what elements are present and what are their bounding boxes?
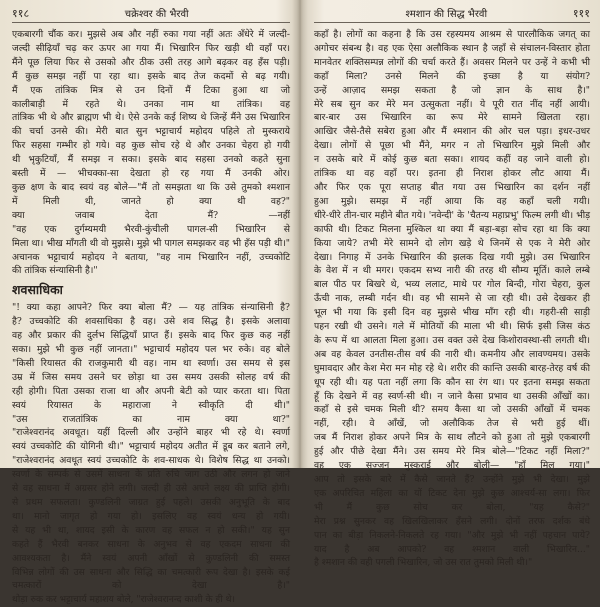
text-line: "राजेश्वरानंद अवधूत स्वयं उच्चकोटि के शव-साधक थे। विशेष सिद्ध था उनको। bbox=[12, 455, 290, 467]
text-line: धूप रही थी। यह पता नहीं लगा कि कौन सा रंग था। पर इतना समझ सकता bbox=[314, 376, 590, 388]
text-line: कहाँ है। लोगों का कहना है कि उस रहस्यमय आश्रम से पारलौकिक जगत् का bbox=[314, 29, 590, 40]
text-line: स्वर्णा के सम्पर्क से उसमें साधना के प्रति रुचि जाग उठी और लगन हो जाने bbox=[12, 469, 290, 481]
left-body-text-top bbox=[12, 28, 290, 278]
text-line: चमत्कारों को देखा है।" bbox=[12, 580, 290, 592]
text-line: है श्मशान की वही पगली भिखारिन, जो उस रात तुमको मिली थी।" bbox=[314, 557, 533, 569]
right-page-header bbox=[314, 6, 590, 23]
text-line: धीरे-धीरे तीन-चार महीने बीत गये। 'नवेन्दी' के 'चैतन्य महाप्रभु' फिल्म लगी थी। भीड़ bbox=[314, 209, 590, 221]
left-running-title: चक्रेश्वर की भैरवी bbox=[124, 9, 189, 20]
text-line: देखा। लोगों से पूछा भी मैंने, मगर न तो भिखारिन मुझे मिली और bbox=[314, 140, 590, 152]
text-line: "राजेश्वरानंद अवधूत। यहीं दिल्ली और उन्होंने बाहर भी रहे थे। स्वर्णा bbox=[12, 427, 290, 439]
right-running-title: श्मशान की सिद्ध भैरवी bbox=[405, 9, 488, 20]
text-line: न उसके बारे में कोई कुछ बता सका। शायद कहीं वह जाने वाली हो। bbox=[314, 154, 590, 166]
text-line: सका। मुझे भी कुछ नहीं जानता।" भट्टाचार्य महोदय पल भर रुके। वह बोले bbox=[12, 344, 290, 356]
text-line: के वेश में न थी मगर। एकदम सभ्य नारी की तरह थी सौम्य मूर्ति। काले लम्बे bbox=[314, 265, 590, 277]
right-page-number: १११ bbox=[572, 7, 590, 20]
right-body-text bbox=[314, 28, 590, 570]
text-line: थी भृकुटियाँ, मैं समझ न सका। इसके बाद सहसा उनको कहते सुना bbox=[12, 154, 290, 166]
text-line: विभिन्न लोगों की उस साधना और सिद्धि का चमत्कारी रूप देखा है। इसके कई bbox=[12, 566, 290, 578]
left-page-number: ११८ bbox=[12, 7, 30, 20]
text-line: स्वयं उच्चकोटि की योगिनी थी।" भट्टाचार्य महोदय अतीत में डूब कर बताने लगे, bbox=[12, 441, 290, 453]
text-line: मेरा प्रश्न सुनकर वह खिलखिलाकर हँसने लगी। दोनों तरफ दर्शक बंधे bbox=[314, 515, 590, 527]
text-line: कहाँ से इसे चमक मिली थी? समय कैसा था जो उसकी आँखों में चमक bbox=[314, 404, 590, 416]
left-page-header bbox=[12, 6, 290, 23]
text-line: आखिर जैसे-तैसे सबेरा हुआ और मैं श्मशान की ओर चल पड़ा। इधर-उधर bbox=[314, 126, 590, 138]
text-line: जल्दी सीढ़ियाँ चढ़ कर ऊपर आ गया मैं। भिखारिन फिर खड़ी थी वहाँ पर। bbox=[12, 42, 290, 54]
text-line: उम्र में जिस समय उसने घर छोड़ा था उस समय उसकी सोलह वर्ष की bbox=[12, 371, 290, 383]
text-line: स्वयं रियासत के महाराजा ने स्वीकृति दी थी।" bbox=[12, 399, 290, 411]
text-line: "किसी रियासत की राजकुमारी थी वह। नाम था स्वर्णा। उस समय से इस bbox=[12, 357, 290, 369]
right-page bbox=[302, 0, 600, 569]
text-line: कहते हैं भैरवी बनकर साधना के अनुभव से वह एकदम साधना की bbox=[12, 538, 290, 550]
text-line: उन्हें आज़ाद समझ सकता है जो ज्ञान के साथ है।" bbox=[314, 84, 590, 96]
text-line: "! क्या कहा आपने? फिर क्या बोला मैं? — यह तांत्रिक संन्यासिनी है? bbox=[12, 302, 290, 314]
text-line: फिर सहसा गम्भीर हो गये। वह कुछ सोच रहे थे और उनका चेहरा हो गयी bbox=[12, 140, 290, 152]
text-line: घुमावदार और केश मेरा मन मोह रहे थे। शरीर की कान्ति उसकी बारह-तेरह वर्ष की bbox=[314, 362, 590, 374]
text-line: है? उच्चकोटि की शवसाधिका है वह। उसे शव सिद्ध है। इसके अलावा bbox=[12, 316, 290, 328]
text-line: की तांत्रिक संन्यासिनी है।" bbox=[12, 265, 98, 277]
text-line: से वह साधना में अग्रसर होने लगी। जल्दी ही उसे अपने लक्ष्य की प्राप्ति होगी। bbox=[12, 483, 290, 495]
text-line: अब वह केवल उनतीस-तीस वर्ष की नारी थी। कमनीय और लावण्यमय। उसके bbox=[314, 348, 590, 360]
text-line: हुई और पीछे देखा मैंने। उस समय मेरे मित्र बोले—"टिकट नहीं मिला?" bbox=[314, 446, 590, 458]
text-line: मैं एक तांत्रिक मित्र से उन दिनों मैं टिका हुआ था जो bbox=[12, 84, 290, 96]
text-line: मेरे सब सुन कर मेरे मन उत्सुकता नहीं। ये पूरी रात नींद नहीं आयी। bbox=[314, 98, 590, 110]
text-line: कालीबाड़ी में रहते थे। उनका नाम था तांत्रिक। वह bbox=[12, 98, 290, 110]
text-line: मैं कुछ समझ नहीं पा रहा था। इसके बाद तेज कदमों से बढ़ गयी। bbox=[12, 70, 290, 82]
text-line: तांत्रिक था वह वहाँ पर। इतना ही निराश होकर लौट आया मैं। bbox=[314, 168, 590, 180]
text-line: के रूप में था आलता मिला हुआ। उस वक्त उसे देख किशोरावस्था-सी लगती थी। bbox=[314, 334, 590, 346]
text-line: में मिली थी, जानते हो क्या थी वह?" bbox=[12, 195, 290, 207]
text-line: क्या जवाब देता मैं? —नहीं bbox=[12, 209, 290, 221]
text-line: कुछ क्षण के बाद स्वयं वह बोले—"मैं तो समझता था कि उसे तुमको श्मशान bbox=[12, 181, 290, 193]
text-line: एक अपरिचित महिला का यों टिकट देना मुझे कुछ आश्चर्य-सा लगा। फिर bbox=[314, 487, 590, 499]
section-heading: शवसाधिका bbox=[12, 282, 63, 298]
text-line: अचानक भट्टाचार्य महोदय ने बताया, "वह नाम भिखारिन नहीं, उच्चकोटि bbox=[12, 251, 290, 263]
text-line: आप तो इसके बारे में कैसे जानते हैं? उन्होंने मुझे भी देखा। मुझे bbox=[314, 474, 590, 485]
text-line: आवश्यकता है। मैंने स्वयं अपनी आँखों से कुण्डलिनी की समस्त bbox=[12, 552, 290, 564]
text-line: थोड़ा रुक कर भट्टाचार्य महाशय बोले, "राजेश्वरानन्द काशी के ही थे। bbox=[12, 594, 235, 606]
left-page bbox=[0, 0, 298, 606]
text-line: पान का बीड़ा निकलने-निकलते रह गया। "और मुझे भी नहीं पहचान पाये? bbox=[314, 529, 590, 541]
text-line: हुआ मुझे। समझ में नहीं आया कि वह कहाँ चली गयी। bbox=[314, 195, 590, 207]
text-line: बार-बार उस भिखारिन का रूप मेरे सामने खिलता रहा। bbox=[314, 112, 590, 124]
text-line: याद है अब आपको? वह श्मशान वाली भिखारिन..." bbox=[314, 543, 590, 555]
text-line: अगोचर संबन्ध है। वह एक ऐसा अलौकिक स्थान है जहाँ से संचालन-विस्तार होता bbox=[314, 42, 590, 54]
text-line: काफी थी। टिकट मिलना मुश्किल था क्या मैं बड़ा-बड़ा सोच रहा था कि क्या bbox=[314, 223, 590, 235]
text-line: मानवेतर शक्तिसम्पन्न लोगों की चर्चा करते हैं। अवसर मिलने पर उन्हें ने कभी भी bbox=[314, 56, 590, 68]
left-body-text-bottom bbox=[12, 301, 290, 607]
text-line: पहन रखी थी उसने। गले में मोतियों की माला भी थी। सिर्फ इसी जिस कंठ bbox=[314, 321, 590, 333]
text-line: "वह एक दुर्गम्यमयी भैरवी-कुंचीली पागल-सी भिखारिन से bbox=[12, 223, 290, 235]
text-line: जब मैं निराश होकर अपने मित्र के साथ लौटने को हुआ तो मुझे एकबारगी bbox=[314, 432, 590, 444]
text-line: हूँ कि देखने में वह स्वर्ण-सी थी। न जाने कैसा प्रभाव था उसकी आँखों का। bbox=[314, 390, 590, 402]
text-line: "उस राजतांत्रिक का नाम क्या था?" bbox=[12, 413, 290, 425]
text-line: बाल पीठ पर बिखरे थे, भव्य ललाट, माथे पर गोल बिन्दी, गोरा चेहरा, कुल bbox=[314, 279, 590, 291]
text-line: एकबारगी चौंक कर। मुझसे अब और नहीं रुका गया नहीं अतः अँधेरे में जल्दी- bbox=[12, 29, 290, 40]
text-line: रही होगी। पिता उसका राजा था और अपनी बेटी को प्यार करता था। पिता bbox=[12, 385, 290, 397]
text-line: और फिर एक पूरा सप्ताह बीत गया उस भिखारिन का दर्शन नहीं bbox=[314, 181, 590, 193]
text-line: बस्ती में — भीचक्का-सा देखता हो रह गया मैं उनकी ओर। bbox=[12, 168, 290, 180]
text-line: किया जाये? तभी मेरे सामने दो लोग खड़े थे जिनमें से एक ने मेरी ओर bbox=[314, 237, 590, 249]
text-line: वह और प्रकार की दुर्लभ सिद्धियाँ प्राप्त हैं। इसके बाद फिर कुछ कह नहीं bbox=[12, 330, 290, 342]
text-line: से प्रथम सफलता। कुण्डलिनी जाग्रत हुई पहले। उसकी अनुभूति के बाद bbox=[12, 497, 290, 508]
text-line: था। मानो जागृत हो गया हो। इसलिए वह स्वयं धन्य हो गयी। bbox=[12, 510, 290, 522]
text-line: तांत्रिक भी थे और ब्राह्मण भी थे। ऐसे उनके कई शिष्य थे जिन्हें मैंने उस भिखारिन bbox=[12, 112, 290, 124]
text-line: वह एक सज्जन मुस्कराई और बोली— "हाँ मिल गया।" bbox=[314, 460, 590, 472]
text-line: ऊँची नाक, लम्बी गर्दन थी। वह भी सामने से जा रही थी। उसे देखकर ही bbox=[314, 293, 590, 305]
text-line: मैंने पूछ लिया फिर से उसको और ठीक उसी तरह आगे बढ़कर वह हँस पड़ी। bbox=[12, 56, 290, 68]
text-line: कहाँ मिला? उनसे मिलने की इच्छा है या संयोग? bbox=[314, 70, 590, 82]
text-line: नहीं, रही। वे आँखें, जो अलौकिक तेज से भरी हुई थीं। bbox=[314, 418, 590, 430]
text-line: मिला था। भीख माँगती थी वो मुझसे। मुझे भी पागल समझकर वह भी हँस पड़ी थी।" bbox=[12, 237, 290, 249]
text-line: की चर्चा उनसे की। मेरी बात सुन भट्टाचार्य महोदय पहिले तो मुस्कराये bbox=[12, 126, 290, 138]
text-line: भी मैं कुछ सोच कर बोला, "यह कैसे?" bbox=[314, 501, 590, 513]
text-line: देखा। निगाह में उनके भिखारिन की झलक दिख गयी मुझे। उस भिखारिन bbox=[314, 251, 590, 263]
text-line: भूल भी गया कि इसी दिन वह मुझसे भीख माँग रही थी। गहरी-सी साड़ी bbox=[314, 307, 590, 319]
text-line: से यह भी था, शायद इसी के कारण वह सफल न हो सकी।" यह सुन bbox=[12, 524, 290, 536]
